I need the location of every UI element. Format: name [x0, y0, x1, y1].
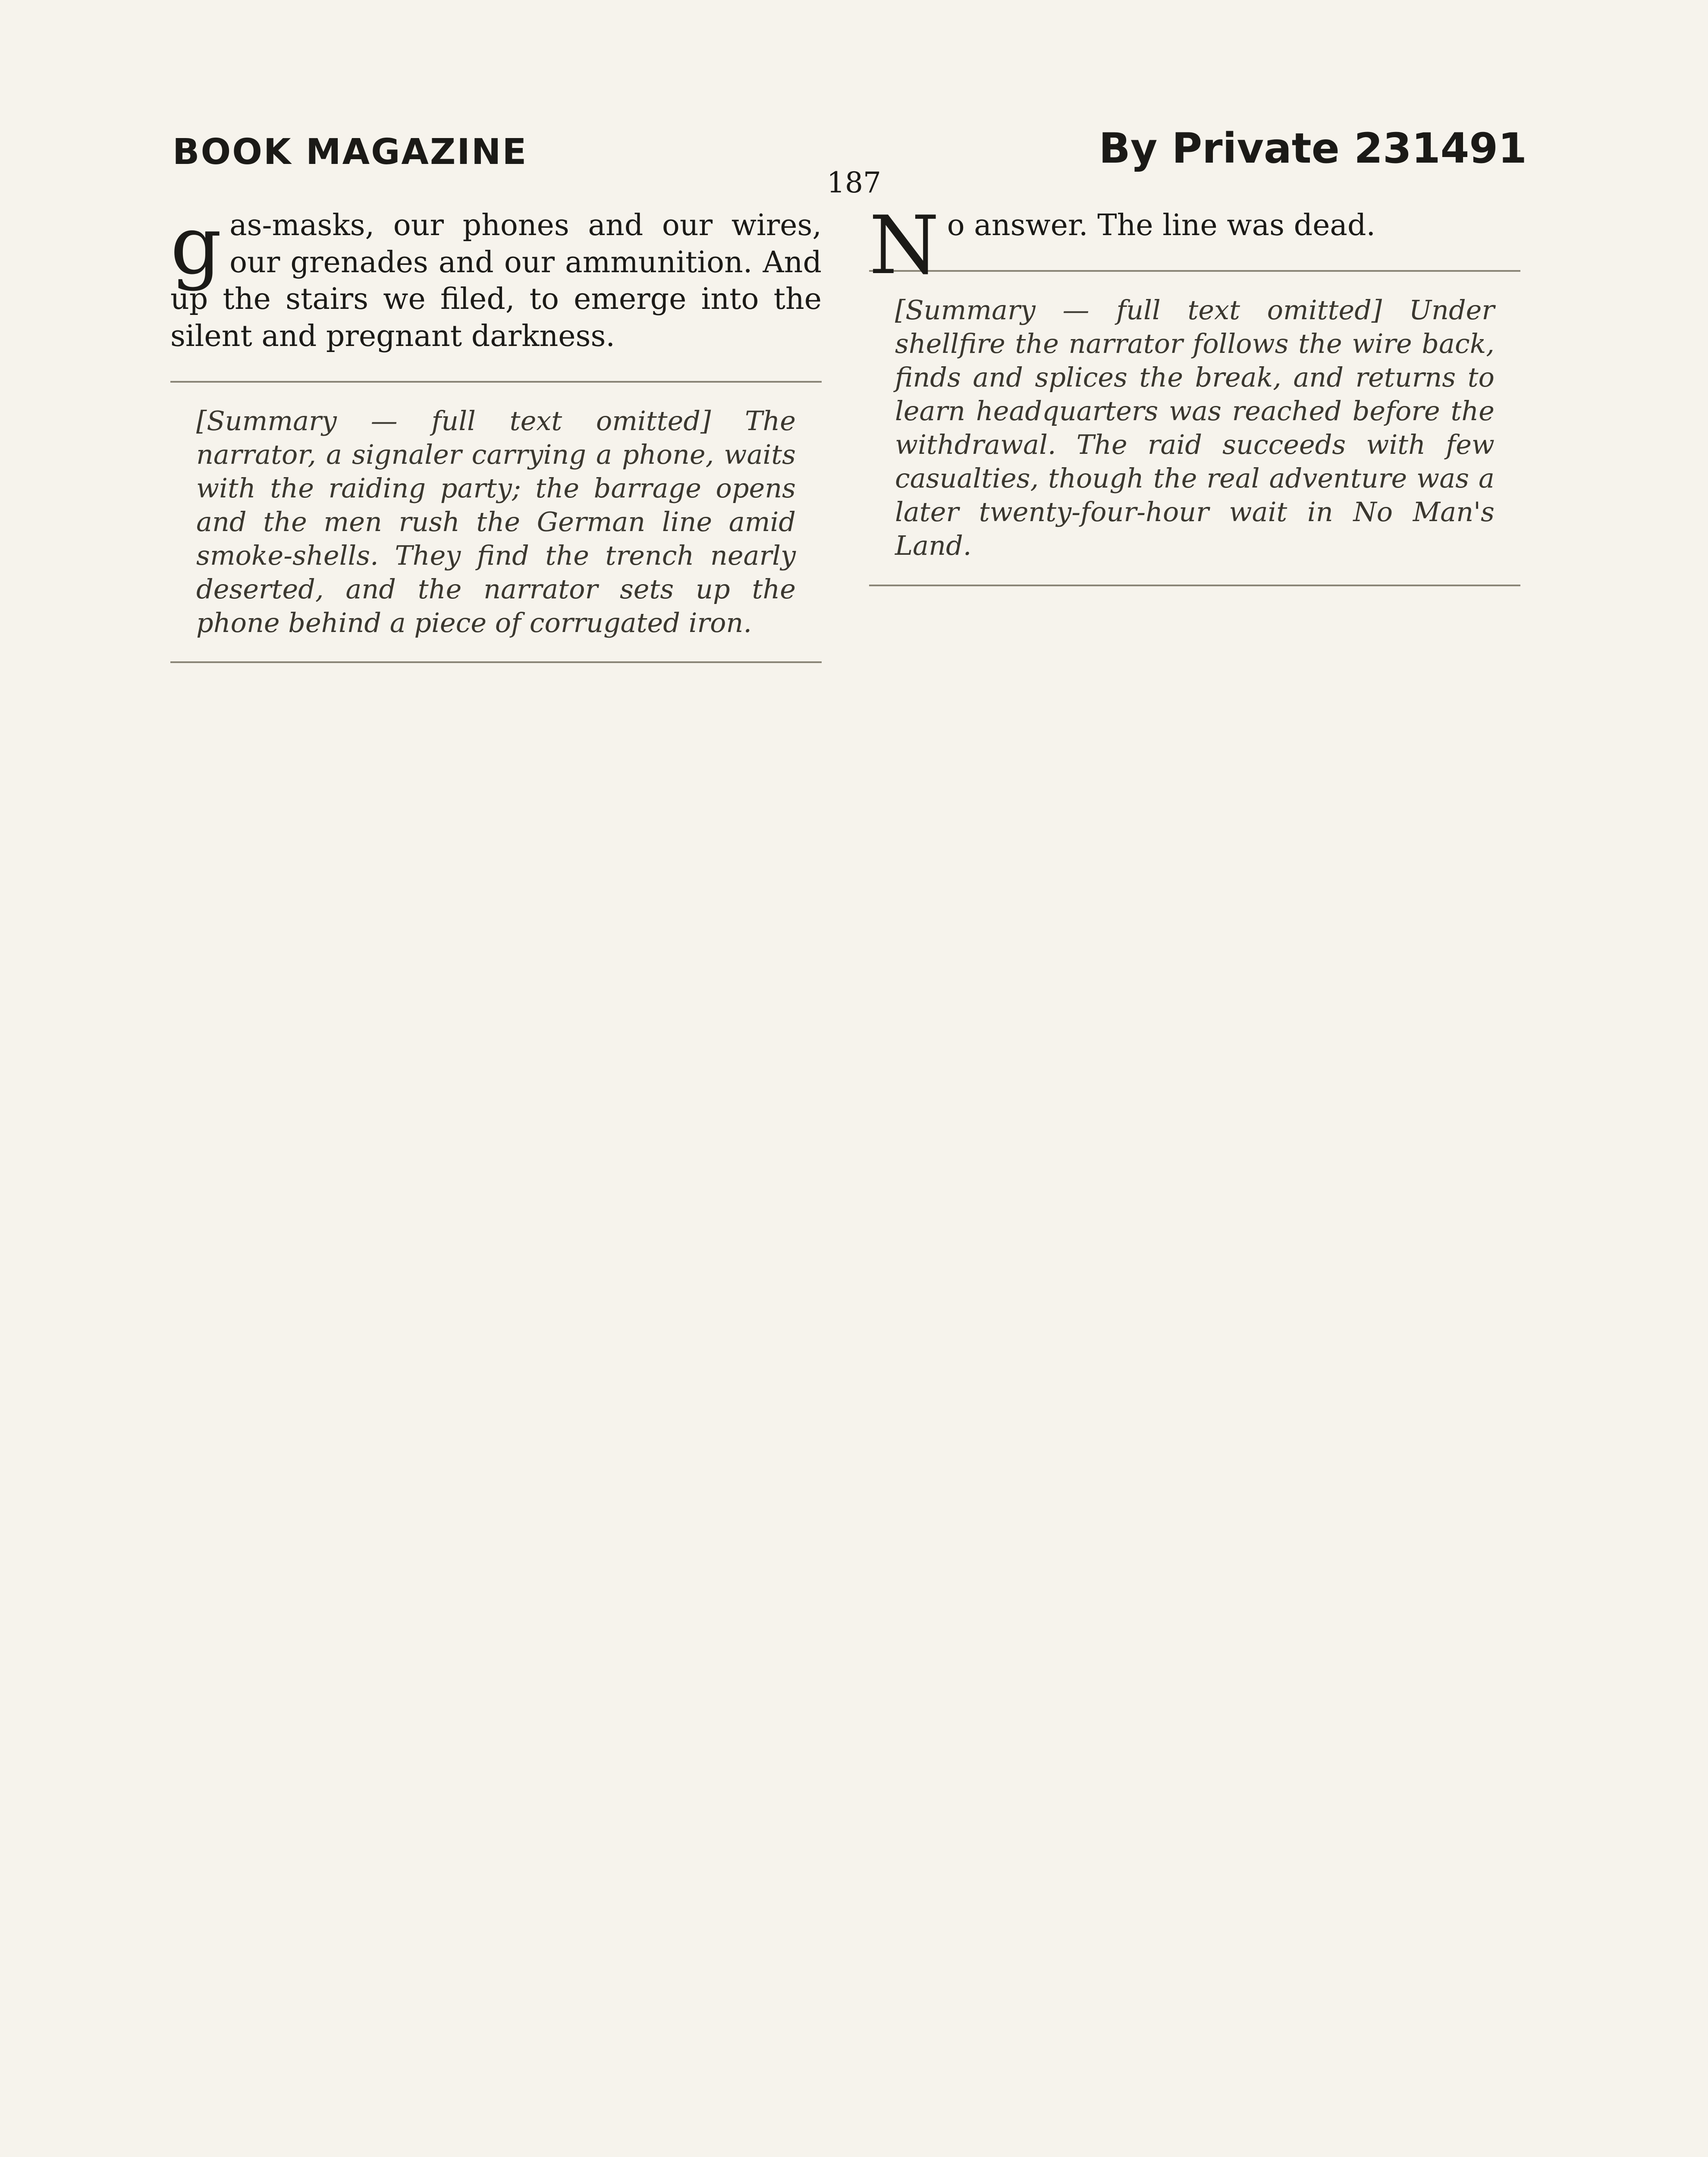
left-column-summary: [Summary — full text omitted] The narrator, a signaler carrying a phone, waits with the raiding party; the barrage opens and the men rush the German line amid smoke-shells. They find the trench nearly deserted, and the narrator sets up the phone behind a piece of corrugated iron.: [170, 381, 822, 663]
left-column-excerpt: gas-masks, our phones and our wires, our grenades and our ammunition. And up the stairs we filed, to emerge into the silent and pregnant darkness.: [170, 207, 822, 354]
running-header: [173, 112, 1527, 173]
right-column: [869, 207, 1520, 2157]
article-byline: By Private 231491: [1099, 124, 1527, 173]
left-column: [170, 207, 822, 2157]
page-number: 187: [827, 166, 881, 199]
right-column-excerpt: No answer. The line was dead.: [869, 207, 1376, 292]
magazine-title: BOOK MAGAZINE: [173, 132, 528, 173]
right-column-summary: [Summary — full text omitted] Under shellfire the narrator follows the wire back, finds and splices the break, and returns to learn headquarters was reached before the withdrawal. The raid succeeds with few casualties, though the real adventure was a later twenty-four-hour wait in No Man's Land.: [869, 270, 1520, 586]
